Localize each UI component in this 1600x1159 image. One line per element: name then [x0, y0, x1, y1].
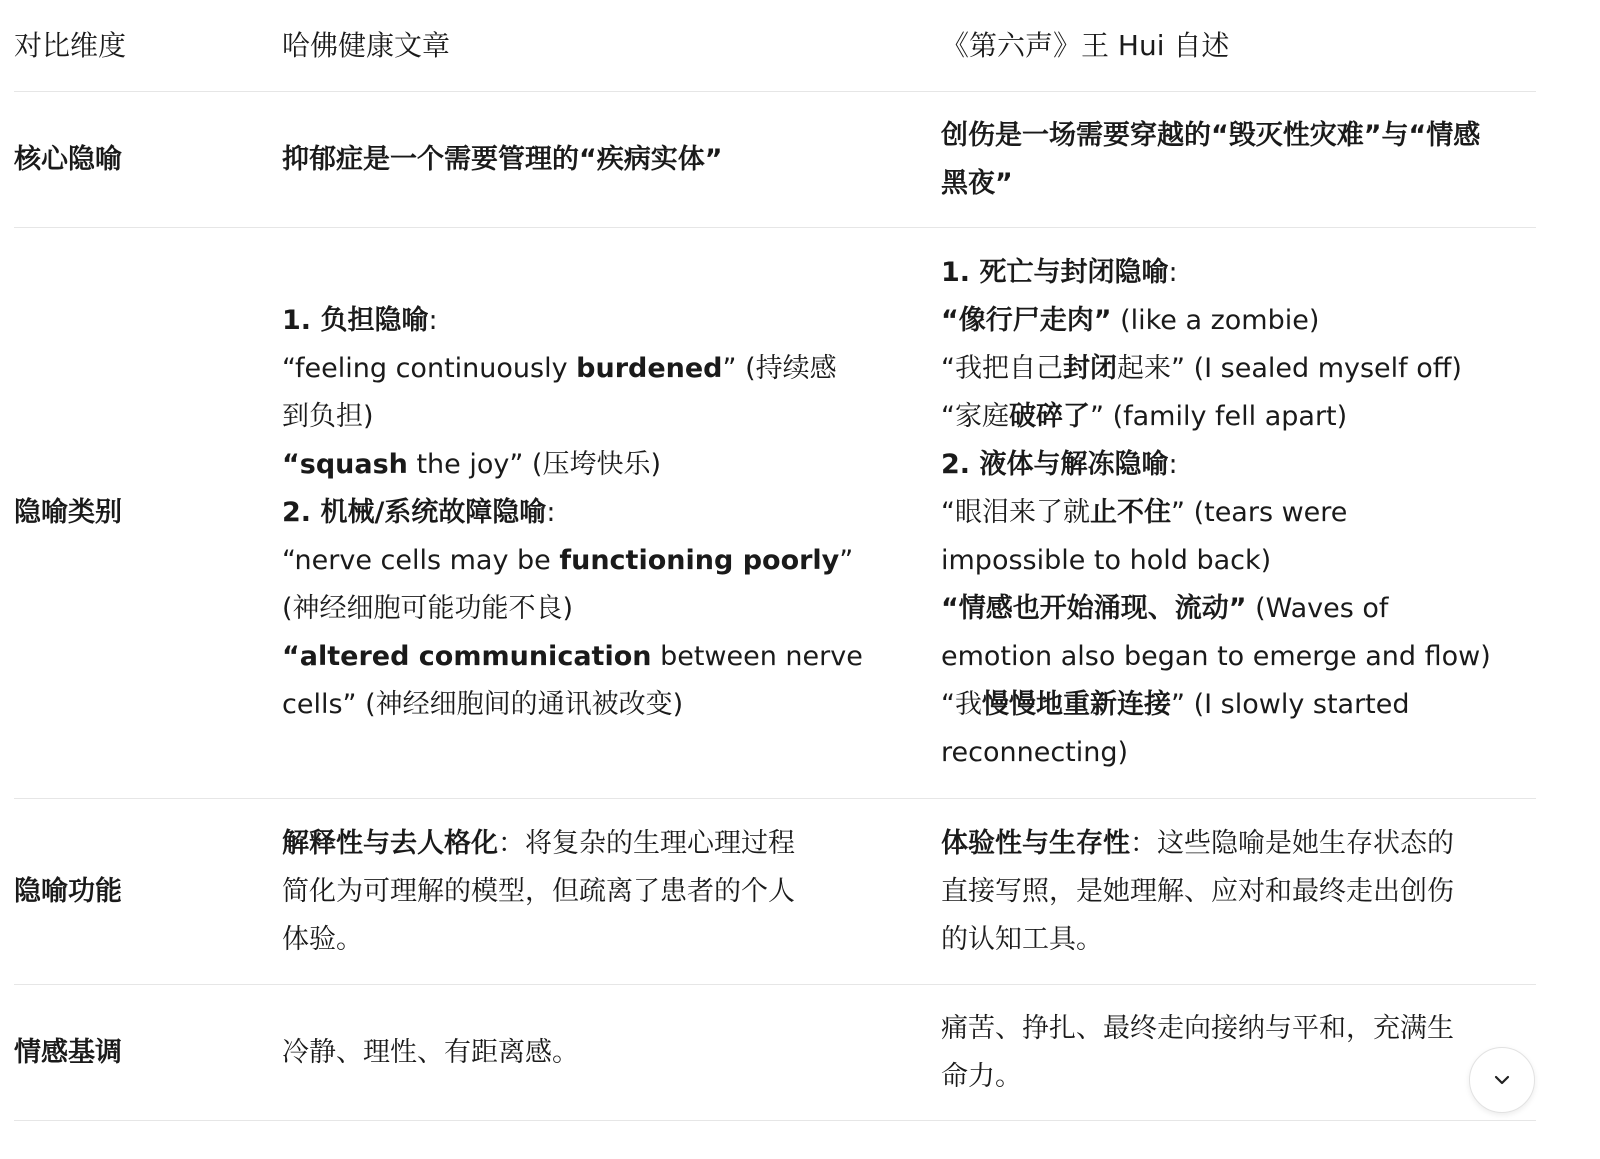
core-harvard: 抑郁症是一个需要管理的“疾病实体”: [282, 143, 723, 175]
table-row: [14, 799, 1536, 985]
function-harvard-line: [282, 820, 921, 868]
text: “我把自己: [941, 353, 1063, 384]
table-row: [14, 228, 1536, 799]
row-label-tone: 情感基调: [14, 1036, 122, 1068]
types-voice-line: [941, 345, 1536, 393]
text: ” (持续感: [722, 353, 837, 384]
function-voice-line: 的认知工具。: [941, 923, 1103, 955]
types-voice-line: [941, 393, 1536, 441]
bold-text: “情感也开始涌现、流动”: [941, 593, 1247, 624]
types-voice-line: [941, 249, 1536, 297]
bold-text: functioning poorly: [559, 545, 840, 576]
bold-text: “squash: [282, 449, 408, 480]
types-voice-line: [941, 297, 1536, 345]
tone-voice: [941, 1005, 1536, 1101]
table-row: [14, 92, 1536, 228]
header-voice: 《第六声》王 Hui 自述: [941, 28, 1230, 62]
table-row: [14, 985, 1536, 1121]
core-voice-line: 创伤是一场需要穿越的“毁灭性灾难”与“情感: [941, 119, 1481, 151]
tone-voice-line: 命力。: [941, 1060, 1022, 1092]
header-dimension: 对比维度: [14, 28, 127, 62]
heading-liquid: 2. 液体与解冻隐喻: [941, 449, 1169, 480]
function-harvard-line: 简化为可理解的模型，但疏离了患者的个人: [282, 875, 795, 907]
types-harvard-line: 到负担): [282, 401, 374, 432]
text: “家庭: [941, 401, 1009, 432]
text: ” (family fell apart): [1090, 401, 1348, 432]
function-voice: [941, 820, 1536, 964]
text: the joy” (压垮快乐): [407, 449, 662, 480]
text: (like a zombie): [1111, 305, 1320, 336]
bold-text: “altered communication: [282, 641, 652, 672]
text: ”: [839, 545, 854, 576]
bold-text: 封闭: [1063, 353, 1117, 384]
types-harvard: [282, 297, 941, 729]
chevron-down-icon: [1490, 1068, 1514, 1092]
text: “nerve cells may be: [282, 545, 560, 576]
bold-text: burdened: [576, 353, 723, 384]
text: ：将复杂的生理心理过程: [498, 827, 795, 859]
function-voice-line: 直接写照，是她理解、应对和最终走出创伤: [941, 875, 1454, 907]
colon: :: [546, 497, 556, 528]
text: ” (I slowly started: [1171, 689, 1410, 720]
text: ：这些隐喻是她生存状态的: [1130, 827, 1454, 859]
heading-burden: 1. 负担隐喻: [282, 305, 429, 336]
colon: :: [428, 305, 438, 336]
types-harvard-line: (神经细胞可能功能不良): [282, 593, 574, 624]
types-harvard-line: [282, 297, 921, 345]
types-harvard-line: [282, 537, 921, 585]
function-harvard: [282, 820, 941, 964]
text: ” (tears were: [1171, 497, 1348, 528]
text: 起来” (I sealed myself off): [1117, 353, 1462, 384]
header-harvard: 哈佛健康文章: [282, 28, 451, 62]
tone-voice-line: 痛苦、挣扎、最终走向接纳与平和，充满生: [941, 1012, 1454, 1044]
types-harvard-line: [282, 345, 921, 393]
types-harvard-line: [282, 441, 921, 489]
types-voice-line: [941, 585, 1536, 633]
heading-death: 1. 死亡与封闭隐喻: [941, 257, 1169, 288]
bold-text: 止不住: [1090, 497, 1171, 528]
text: (Waves of: [1246, 593, 1389, 624]
core-voice: [941, 112, 1536, 208]
row-label-types: 隐喻类别: [14, 497, 122, 528]
colon: :: [1168, 257, 1178, 288]
row-label-core: 核心隐喻: [14, 143, 122, 175]
row-label-function: 隐喻功能: [14, 875, 122, 907]
types-voice: [941, 249, 1536, 777]
types-voice-line: reconnecting): [941, 737, 1129, 768]
types-voice-line: emotion also began to emerge and flow): [941, 641, 1491, 672]
types-voice-line: impossible to hold back): [941, 545, 1272, 576]
bold-text: 破碎了: [1009, 401, 1090, 432]
bold-text: 解释性与去人格化: [282, 827, 498, 859]
types-harvard-line: [282, 633, 921, 681]
text: “眼泪来了就: [941, 497, 1090, 528]
types-harvard-line: cells” (神经细胞间的通讯被改变): [282, 689, 684, 720]
text: between nerve: [651, 641, 863, 672]
types-harvard-line: [282, 489, 921, 537]
types-voice-line: [941, 489, 1536, 537]
function-voice-line: [941, 820, 1536, 868]
table-header-row: [14, 0, 1536, 92]
heading-mechanical: 2. 机械/系统故障隐喻: [282, 497, 547, 528]
comparison-table: [14, 0, 1536, 1121]
function-harvard-line: 体验。: [282, 923, 363, 955]
colon: :: [1168, 449, 1178, 480]
bold-text: 体验性与生存性: [941, 827, 1130, 859]
core-voice-line: 黑夜”: [941, 167, 1013, 199]
tone-harvard: 冷静、理性、有距离感。: [282, 1036, 579, 1068]
types-voice-line: [941, 681, 1536, 729]
scroll-down-button[interactable]: [1469, 1047, 1535, 1113]
text: “feeling continuously: [282, 353, 577, 384]
types-voice-line: [941, 441, 1536, 489]
text: “我: [941, 689, 982, 720]
bold-text: “像行尸走肉”: [941, 305, 1112, 336]
bold-text: 慢慢地重新连接: [982, 689, 1171, 720]
